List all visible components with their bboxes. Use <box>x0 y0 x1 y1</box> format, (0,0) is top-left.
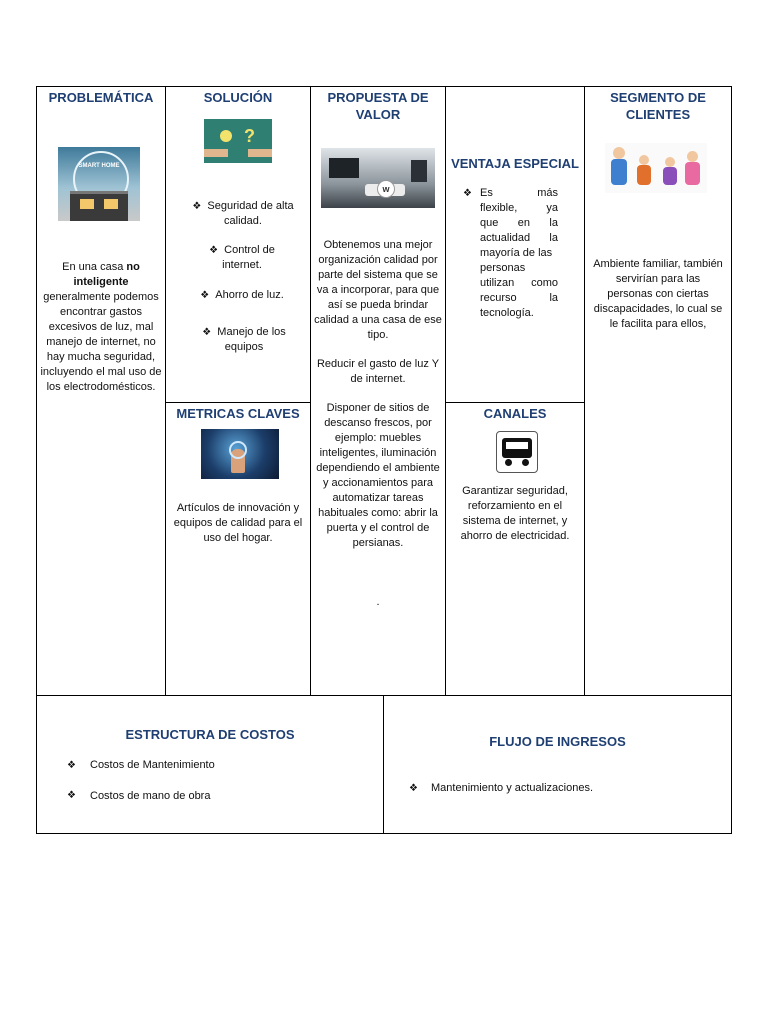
solucion-item <box>183 199 303 229</box>
ingresos-title: FLUJO DE INGRESOS <box>489 734 626 749</box>
question-icon: ? <box>244 126 255 146</box>
tv-icon <box>329 158 359 178</box>
truck-wheel-icon-2 <box>522 459 529 466</box>
ventaja-line: utilizan como <box>480 277 558 289</box>
ingresos-bullet-icon: ❖ <box>409 783 418 794</box>
person-icon-2 <box>639 155 649 165</box>
smart-home-image <box>58 147 140 221</box>
person-icon-body <box>611 159 627 185</box>
truck-icon <box>496 431 538 473</box>
person-icon <box>613 147 625 159</box>
device-icon <box>411 160 427 182</box>
propuesta-image <box>321 148 435 208</box>
grid-top-border <box>36 86 732 87</box>
solucion-item-label: Control de internet. <box>222 244 275 271</box>
grid-col-2 <box>310 86 311 696</box>
hand-left-icon <box>204 149 228 157</box>
costos-bullet-icon: ❖ <box>67 790 76 801</box>
problematica-text-before: En una casa <box>62 261 127 273</box>
solucion-title: SOLUCIÓN <box>203 90 273 105</box>
grid-left-border <box>36 86 37 834</box>
touch-glow-icon <box>229 441 247 459</box>
solucion-item <box>190 243 294 273</box>
grid-col-3 <box>445 86 446 696</box>
truck-wheel-icon <box>505 459 512 466</box>
truck-window-icon <box>506 442 528 449</box>
ventaja-line: personas <box>480 262 526 274</box>
ventaja-line: tecnología. <box>480 307 534 319</box>
metricas-image <box>201 429 279 479</box>
solucion-image <box>204 119 272 163</box>
problematica-text-after: generalmente podemos encontrar gastos excesivos de luz, mal manejo de internet, no hay mucha seguridad, incluyendo el mal uso de los electrodomésticos. <box>40 291 162 393</box>
ventaja-line: flexible, ya <box>480 202 558 214</box>
bullet-icon: ❖ <box>192 201 202 212</box>
person-icon-4-body <box>685 162 700 185</box>
house-window-icon <box>80 199 94 209</box>
ventaja-line: recurso la <box>480 292 558 304</box>
ventaja-line: actualidad la <box>480 232 558 244</box>
ventaja-text <box>480 186 558 321</box>
person-icon-2-body <box>637 165 651 185</box>
ventaja-title: VENTAJA ESPECIAL <box>451 156 579 171</box>
smart-home-label: SMART HOME <box>78 163 120 169</box>
propuesta-p2: Reducir el gasto de luz Y de internet. <box>316 358 440 385</box>
wifi-logo-icon: w <box>377 180 395 198</box>
propuesta-p4: . <box>376 596 380 608</box>
ventaja-line: que en la <box>480 217 558 229</box>
costos-item: Costos de mano de obra <box>90 790 211 802</box>
bullet-icon: ❖ <box>202 327 212 338</box>
ingresos-item: Mantenimiento y actualizaciones. <box>431 782 594 794</box>
lightbulb-icon <box>220 130 232 142</box>
canales-title: CANALES <box>483 406 547 421</box>
grid-right-border <box>731 86 732 834</box>
house-icon <box>70 191 128 221</box>
grid-bottom-border <box>36 833 732 834</box>
grid-middle-rule <box>36 695 732 696</box>
problematica-title: PROBLEMÁTICA <box>48 90 154 105</box>
bullet-icon: ❖ <box>209 245 219 256</box>
family-image <box>605 143 707 193</box>
grid-row-right <box>445 402 585 403</box>
canales-text: Garantizar seguridad, reforzamiento en el sistema de internet, y ahorro de electricidad. <box>460 485 570 542</box>
grid-bottom-divider <box>383 695 384 834</box>
ventaja-bullet-icon: ❖ <box>463 188 472 199</box>
segmento-title: SEGMENTO DE CLIENTES <box>610 90 706 122</box>
propuesta-title: PROPUESTA DE VALOR <box>327 90 429 122</box>
house-window-icon-2 <box>104 199 118 209</box>
grid-row-left <box>165 402 311 403</box>
propuesta-p1: Obtenemos una mejor organización calidad por parte del sistema que se va a incorporar, para que así se pueda brindar calidad a una casa de ese tipo. <box>314 239 442 341</box>
costos-item: Costos de Mantenimiento <box>90 759 215 771</box>
solucion-item <box>185 325 303 355</box>
bullet-icon: ❖ <box>200 290 210 301</box>
costos-title: ESTRUCTURA DE COSTOS <box>125 727 295 742</box>
person-icon-3 <box>665 157 675 167</box>
metricas-text: Artículos de innovación y equipos de calidad para el uso del hogar. <box>173 502 303 544</box>
ventaja-line: mayoría de las <box>480 247 553 259</box>
hand-right-icon <box>248 149 272 157</box>
solucion-item-label: Manejo de los equipos <box>217 326 286 353</box>
ventaja-line: Es más <box>480 187 558 199</box>
segmento-text: Ambiente familiar, también servirían para las personas con ciertas discapacidades, lo cual se le facilita para ellos, <box>593 258 723 330</box>
solucion-item-label: Ahorro de luz. <box>215 289 284 301</box>
solucion-item-label: Seguridad de alta calidad. <box>207 200 294 227</box>
grid-col-1 <box>165 86 166 696</box>
problematica-text <box>40 260 162 395</box>
costos-bullet-icon: ❖ <box>67 760 76 771</box>
grid-col-4 <box>584 86 585 696</box>
propuesta-p3: Disponer de sitios de descanso frescos, por ejemplo: muebles inteligentes, iluminación dependiendo el ambiente y accionamientos para automatizar tareas habituales como: abrir la puerta y el control de persianas. <box>316 402 440 549</box>
solucion-item <box>183 288 301 303</box>
metricas-title: METRICAS CLAVES <box>176 406 300 421</box>
person-icon-3-body <box>663 167 677 185</box>
person-icon-4 <box>687 151 698 162</box>
problematica-text-bold: no inteligente <box>73 261 140 288</box>
